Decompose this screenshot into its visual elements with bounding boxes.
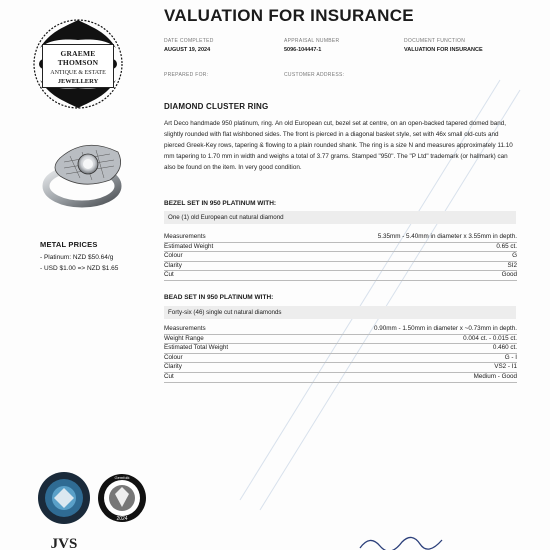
row-value: 0.90mm - 1.50mm in diameter x ~0.73mm in depth. — [374, 325, 517, 332]
logo-panel — [42, 44, 114, 88]
row-label: Measurements — [164, 325, 206, 332]
logo-line-3: JEWELLERY — [57, 78, 99, 85]
page-title: VALUATION FOR INSURANCE — [164, 6, 414, 25]
gemfolk-seal-icon — [98, 474, 146, 522]
row-label: Measurements — [164, 233, 206, 240]
function-value: VALUATION FOR INSURANCE — [404, 47, 483, 53]
row-label: Estimated Total Weight — [164, 344, 229, 352]
appraisal-label: APPRAISAL NUMBER — [284, 38, 340, 44]
exchange-rate: - USD $1.00 => NZD $1.65 — [40, 265, 119, 272]
row-value: G — [512, 252, 517, 260]
bezel-details — [164, 233, 517, 281]
jvs-mark: JVS — [50, 536, 78, 550]
row-label: Clarity — [164, 363, 182, 371]
signature — [350, 530, 450, 550]
jvc-seal-icon — [38, 472, 90, 524]
row-value: 0.004 ct. - 0.015 ct. — [463, 334, 517, 342]
table-row — [164, 354, 517, 364]
appraisal-block — [284, 38, 339, 53]
table-row — [164, 373, 517, 383]
row-label: Estimated Weight — [164, 242, 214, 250]
row-label: Clarity — [164, 261, 182, 269]
table-row — [164, 344, 517, 354]
row-value: 0.460 ct. — [492, 344, 517, 352]
logo-line-1: GRAEME THOMSON — [57, 49, 99, 67]
gemfolk-year: 2024 — [116, 516, 128, 522]
table-row — [164, 271, 517, 281]
table-row — [164, 243, 517, 253]
table-row — [164, 262, 517, 272]
table-row — [164, 252, 517, 262]
ring-photo — [40, 128, 130, 212]
company-logo — [32, 14, 124, 114]
row-value: G - I — [504, 353, 517, 361]
function-block — [404, 38, 483, 53]
row-label: Colour — [164, 252, 183, 260]
item-title: DIAMOND CLUSTER RING — [164, 102, 269, 111]
date-block — [164, 38, 214, 53]
date-label: DATE COMPLETED — [164, 38, 214, 44]
platinum-price: - Platinum: NZD $50.64/g — [40, 254, 114, 261]
item-description: Art Deco handmade 950 platinum, ring. An old European cut, bezel set at centre, on an open-backed tapered domed band, slightly rounded with flat wishboned sides. The front is pierced in a diagonal basket style, set with 46x small old-cuts and pierced Greek-Key rows, tapering & flowing to a plain rounded shank. The ring is a size N and measures approximately 11.10 mm tapering to 1.70 mm in width and weighs a total of 3.77 grams. Stamped "950". The "P Ltd" trademark (or hallmark) can also be found on the item. In very good condition. — [164, 120, 513, 171]
row-value: VS2 - I1 — [494, 363, 517, 371]
row-value: Good — [501, 271, 517, 279]
row-label: Cut — [164, 271, 174, 279]
prepared-for-label: PREPARED FOR: — [164, 72, 209, 78]
gemfolk-label: Gemfolk — [114, 475, 130, 480]
metal-prices — [40, 240, 150, 274]
function-label: DOCUMENT FUNCTION — [404, 38, 466, 44]
row-value: SI2 — [507, 261, 517, 269]
table-row — [164, 335, 517, 345]
table-row — [164, 363, 517, 373]
row-label: Weight Range — [164, 334, 204, 342]
table-row — [164, 233, 517, 243]
row-value: 5.35mm - 5.40mm in diameter x 3.55mm in depth. — [377, 233, 517, 240]
row-value: Medium - Good — [473, 372, 517, 380]
bead-details — [164, 325, 517, 383]
bezel-heading: BEZEL SET IN 950 PLATINUM WITH: — [164, 200, 277, 207]
logo-line-2: ANTIQUE & ESTATE — [50, 70, 106, 76]
table-row — [164, 325, 517, 335]
bead-band: Forty-six (46) single cut natural diamonds — [164, 306, 516, 319]
customer-address-label: CUSTOMER ADDRESS: — [284, 72, 345, 78]
bezel-band: One (1) old European cut natural diamond — [164, 211, 516, 224]
row-label: Colour — [164, 353, 183, 361]
accreditation-badges — [36, 470, 166, 550]
date-value: AUGUST 19, 2024 — [164, 47, 211, 53]
bead-heading: BEAD SET IN 950 PLATINUM WITH: — [164, 294, 274, 301]
appraisal-value: 5096-104447-1 — [284, 47, 322, 53]
metal-prices-title: METAL PRICES — [40, 240, 98, 249]
row-value: 0.65 ct. — [496, 242, 517, 250]
row-label: Cut — [164, 372, 174, 380]
